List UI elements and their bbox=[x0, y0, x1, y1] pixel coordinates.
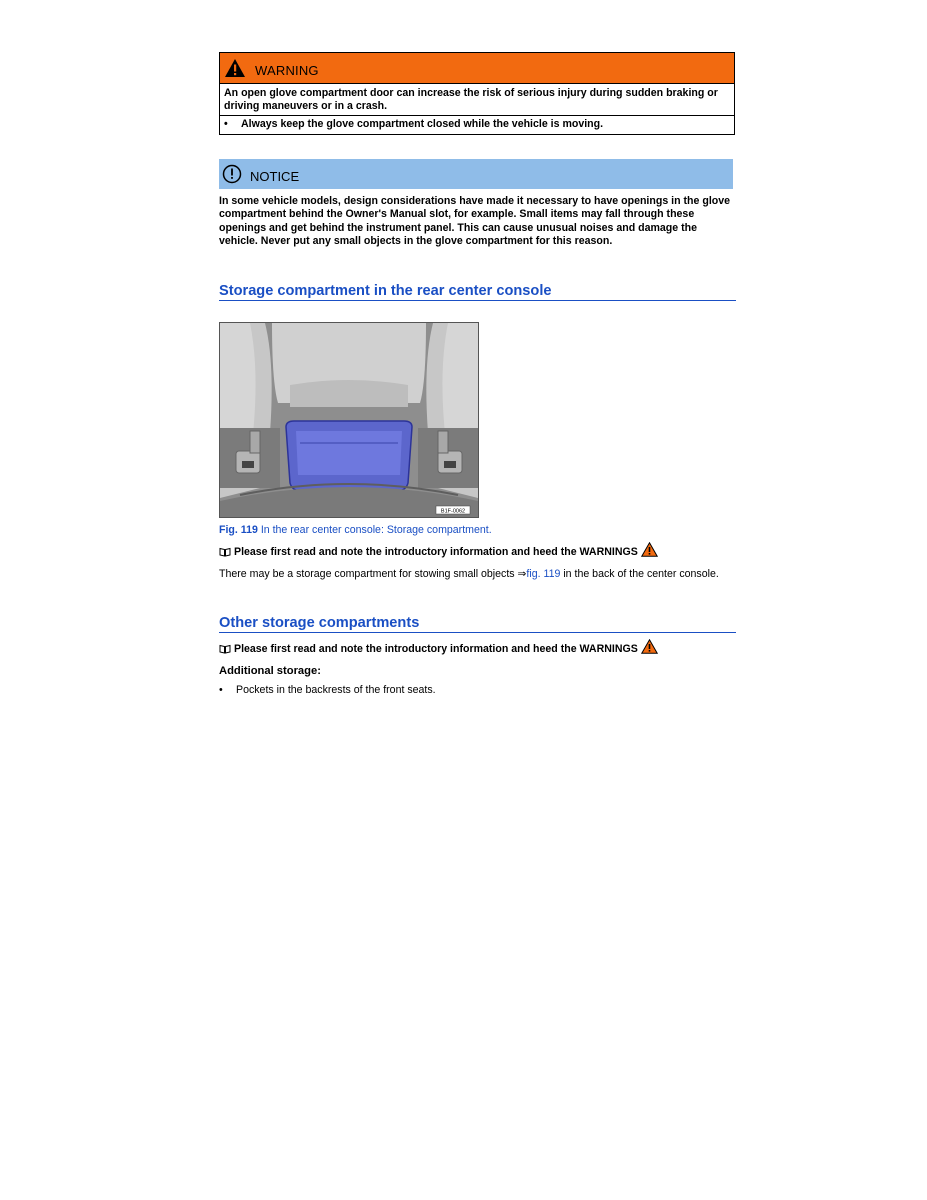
figure-code: B1F-0062 bbox=[440, 508, 466, 515]
notice-title: NOTICE bbox=[250, 168, 300, 184]
paragraph-rear-console bbox=[219, 568, 729, 581]
section-heading-other-storage: Other storage compartments bbox=[219, 615, 736, 633]
warning-header bbox=[220, 53, 734, 84]
read-note-text: Please first read and note the introductory information and heed the WARNINGS bbox=[234, 642, 638, 655]
book-icon bbox=[219, 547, 231, 557]
figure-caption-label: Fig. 119 bbox=[219, 523, 258, 536]
figure-caption-text: In the rear center console: Storage compartment. bbox=[257, 523, 492, 536]
exclamation-circle-icon bbox=[222, 164, 242, 184]
paragraph-text: There may be a storage compartment for stowing small objects ⇒ bbox=[219, 567, 527, 580]
list-item-text: Pockets in the backrests of the front seats. bbox=[236, 683, 436, 696]
manual-page bbox=[219, 52, 736, 696]
figure-link[interactable]: fig. 119 bbox=[526, 567, 561, 580]
read-note-2 bbox=[219, 643, 736, 655]
warning-text: An open glove compartment door can increase the risk of serious injury during sudden braking or driving maneuvers or in a crash. bbox=[224, 87, 718, 112]
read-note-1 bbox=[219, 546, 736, 558]
warning-triangle-icon bbox=[641, 639, 658, 654]
book-icon bbox=[219, 644, 231, 654]
section-heading-rear-console: Storage compartment in the rear center console bbox=[219, 283, 736, 301]
figure-caption bbox=[219, 524, 736, 536]
read-note-text: Please first read and note the introductory information and heed the WARNINGS bbox=[234, 545, 638, 558]
bullet: • bbox=[219, 683, 223, 696]
warning-box bbox=[219, 52, 735, 135]
warning-item-text: Always keep the glove compartment closed while the vehicle is moving. bbox=[241, 118, 604, 130]
rear-console-illustration bbox=[220, 323, 478, 517]
sub-heading-additional-storage: Additional storage: bbox=[219, 664, 321, 677]
bullet: • bbox=[224, 118, 228, 130]
warning-list-item bbox=[220, 115, 734, 134]
warning-triangle-icon bbox=[224, 58, 246, 78]
notice-text: In some vehicle models, design considerations have made it necessary to have openings in the glove compartment behind the Owner's Manual slot, for example. Small items may fall through these openings and get behind the instrument panel. This can cause unusual noises and damage the vehicle. Never put any small objects in the glove compartment for this reason. bbox=[219, 195, 731, 248]
paragraph-text: in the back of the center console. bbox=[560, 567, 719, 580]
figure-rear-console bbox=[219, 322, 479, 518]
notice-header bbox=[219, 159, 733, 189]
warning-title: WARNING bbox=[255, 62, 319, 78]
warning-triangle-icon bbox=[641, 542, 658, 557]
list-item bbox=[219, 684, 736, 696]
